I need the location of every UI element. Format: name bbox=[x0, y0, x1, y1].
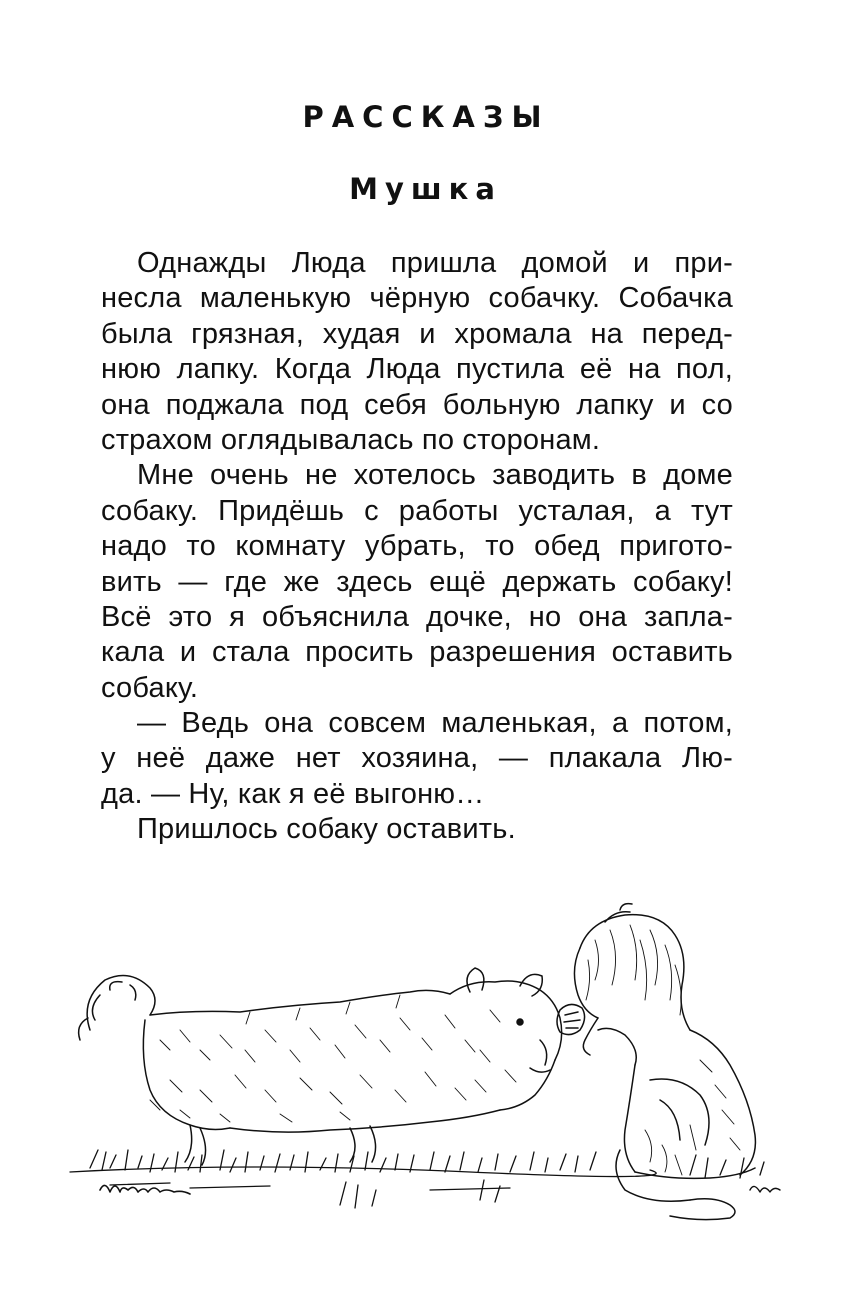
text-line: собаку. Придёшь с работы усталая, а тут bbox=[101, 494, 733, 527]
grass bbox=[70, 1150, 764, 1208]
dog-and-girl-illustration bbox=[50, 900, 810, 1240]
text-line: несла маленькую чёрную собачку. Собачка bbox=[101, 282, 733, 315]
text-line: Пришлось собаку оставить. bbox=[137, 813, 516, 846]
signature-right bbox=[750, 1186, 780, 1192]
text-line: Всё это я объяснила дочке, но она запла- bbox=[101, 600, 733, 633]
text-line: Мне очень не хотелось заводить в доме bbox=[137, 459, 733, 492]
story-text bbox=[101, 246, 733, 848]
text-line: вить — где же здесь ещё держать собаку! bbox=[101, 565, 733, 598]
section-title: РАССКАЗЫ bbox=[302, 100, 550, 134]
signature-mark bbox=[100, 1185, 190, 1194]
text-line: Однажды Люда пришла домой и при- bbox=[137, 247, 733, 279]
text-line: да. — Ну, как я её выгоню… bbox=[101, 777, 485, 810]
dog bbox=[79, 968, 562, 1165]
text-line: надо то комнату убрать, то обед пригото- bbox=[101, 530, 733, 563]
story-title: Мушка bbox=[349, 172, 502, 206]
text-line: была грязная, худая и хромала на перед- bbox=[101, 317, 733, 350]
text-line: — Ведь она совсем маленькая, а потом, bbox=[137, 707, 733, 740]
text-line: кала и стала просить разрешения оставить bbox=[101, 636, 733, 669]
text-line: у неё даже нет хозяина, — плакала Лю- bbox=[101, 742, 733, 775]
text-line: страхом оглядывалась по сторонам. bbox=[101, 423, 601, 456]
text-line: она поджала под себя больную лапку и со bbox=[101, 388, 733, 421]
text-line: нюю лапку. Когда Люда пустила её на пол, bbox=[101, 353, 733, 386]
text-line: собаку. bbox=[101, 671, 199, 704]
